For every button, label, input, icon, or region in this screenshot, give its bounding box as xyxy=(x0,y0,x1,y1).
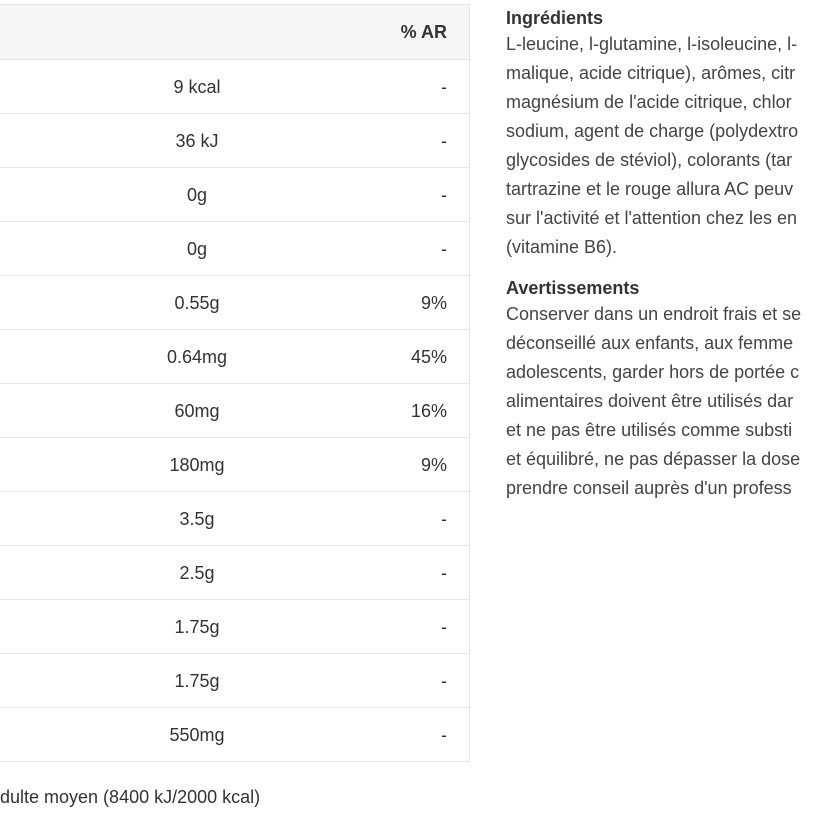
nutrient-value: 60mg xyxy=(174,401,220,421)
table-header xyxy=(0,4,469,60)
ingredients-section xyxy=(506,6,816,262)
table-body xyxy=(0,60,469,762)
ingredients-title: Ingrédients xyxy=(506,8,604,28)
ingredients-line: tartrazine et le rouge allura AC peuv xyxy=(506,179,794,199)
nutrient-ar: 9% xyxy=(420,455,447,475)
ingredients-line: (vitamine B6). xyxy=(506,237,618,257)
warnings-line: adolescents, garder hors de portée c xyxy=(506,362,800,382)
warnings-line: déconseillé aux enfants, aux femme xyxy=(506,333,794,353)
nutrient-value: 9 kcal xyxy=(173,77,221,97)
product-info-panel xyxy=(506,6,816,517)
nutrient-value: 3.5g xyxy=(179,509,215,529)
ingredients-line: glycosides de stéviol), colorants (tar xyxy=(506,150,793,170)
nutrient-ar: - xyxy=(441,509,447,529)
nutrient-value: 1.75g xyxy=(174,671,220,691)
table-row xyxy=(0,222,469,276)
table-row xyxy=(0,654,469,708)
nutrient-ar: - xyxy=(441,563,447,583)
table-row xyxy=(0,600,469,654)
nutrient-value: 36 kJ xyxy=(175,131,219,151)
warnings-section xyxy=(506,276,816,503)
nutrient-value: 0g xyxy=(186,239,208,259)
table-row xyxy=(0,384,469,438)
nutrient-value: 0.55g xyxy=(174,293,220,313)
nutrient-value: 2.5g xyxy=(179,563,215,583)
nutrient-value: 0g xyxy=(186,185,208,205)
table-row xyxy=(0,330,469,384)
ingredients-line: sur l'activité et l'attention chez les en xyxy=(506,208,798,228)
table-row xyxy=(0,168,469,222)
table-row xyxy=(0,60,469,114)
nutrition-table xyxy=(0,4,470,762)
warnings-title: Avertissements xyxy=(506,278,640,298)
nutrient-ar: - xyxy=(441,131,447,151)
table-row xyxy=(0,546,469,600)
warnings-line: et équilibré, ne pas dépasser la dose xyxy=(506,449,801,469)
ingredients-line: L-leucine, l-glutamine, l-isoleucine, l- xyxy=(506,34,798,54)
nutrient-value: 0.64mg xyxy=(166,347,228,367)
table-row xyxy=(0,276,469,330)
nutrient-ar: - xyxy=(441,671,447,691)
nutrient-ar: - xyxy=(441,617,447,637)
nutrient-ar: - xyxy=(441,77,447,97)
table-row xyxy=(0,708,469,762)
warnings-line: et ne pas être utilisés comme substi xyxy=(506,420,793,440)
nutrient-ar: - xyxy=(441,239,447,259)
right-panel-clip xyxy=(506,0,816,816)
warnings-text xyxy=(506,300,816,503)
nutrient-ar: - xyxy=(441,185,447,205)
table-footnote: dulte moyen (8400 kJ/2000 kcal) xyxy=(0,787,261,807)
warnings-line: prendre conseil auprès d'un profess xyxy=(506,478,792,498)
table-row xyxy=(0,492,469,546)
nutrient-ar: 45% xyxy=(410,347,447,367)
warnings-line: Conserver dans un endroit frais et se xyxy=(506,304,802,324)
nutrient-ar: - xyxy=(441,725,447,745)
nutrient-ar: 9% xyxy=(420,293,447,313)
ingredients-line: magnésium de l'acide citrique, chlor xyxy=(506,92,792,112)
table-row xyxy=(0,114,469,168)
nutrient-value: 1.75g xyxy=(174,617,220,637)
nutrient-ar: 16% xyxy=(410,401,447,421)
column-header-ar: % AR xyxy=(400,22,447,42)
ingredients-text xyxy=(506,30,816,262)
table-row xyxy=(0,438,469,492)
ingredients-line: malique, acide citrique), arômes, citr xyxy=(506,63,796,83)
warnings-line: alimentaires doivent être utilisés dar xyxy=(506,391,794,411)
nutrient-value: 180mg xyxy=(169,455,225,475)
nutrient-value: 550mg xyxy=(169,725,225,745)
ingredients-line: sodium, agent de charge (polydextro xyxy=(506,121,799,141)
